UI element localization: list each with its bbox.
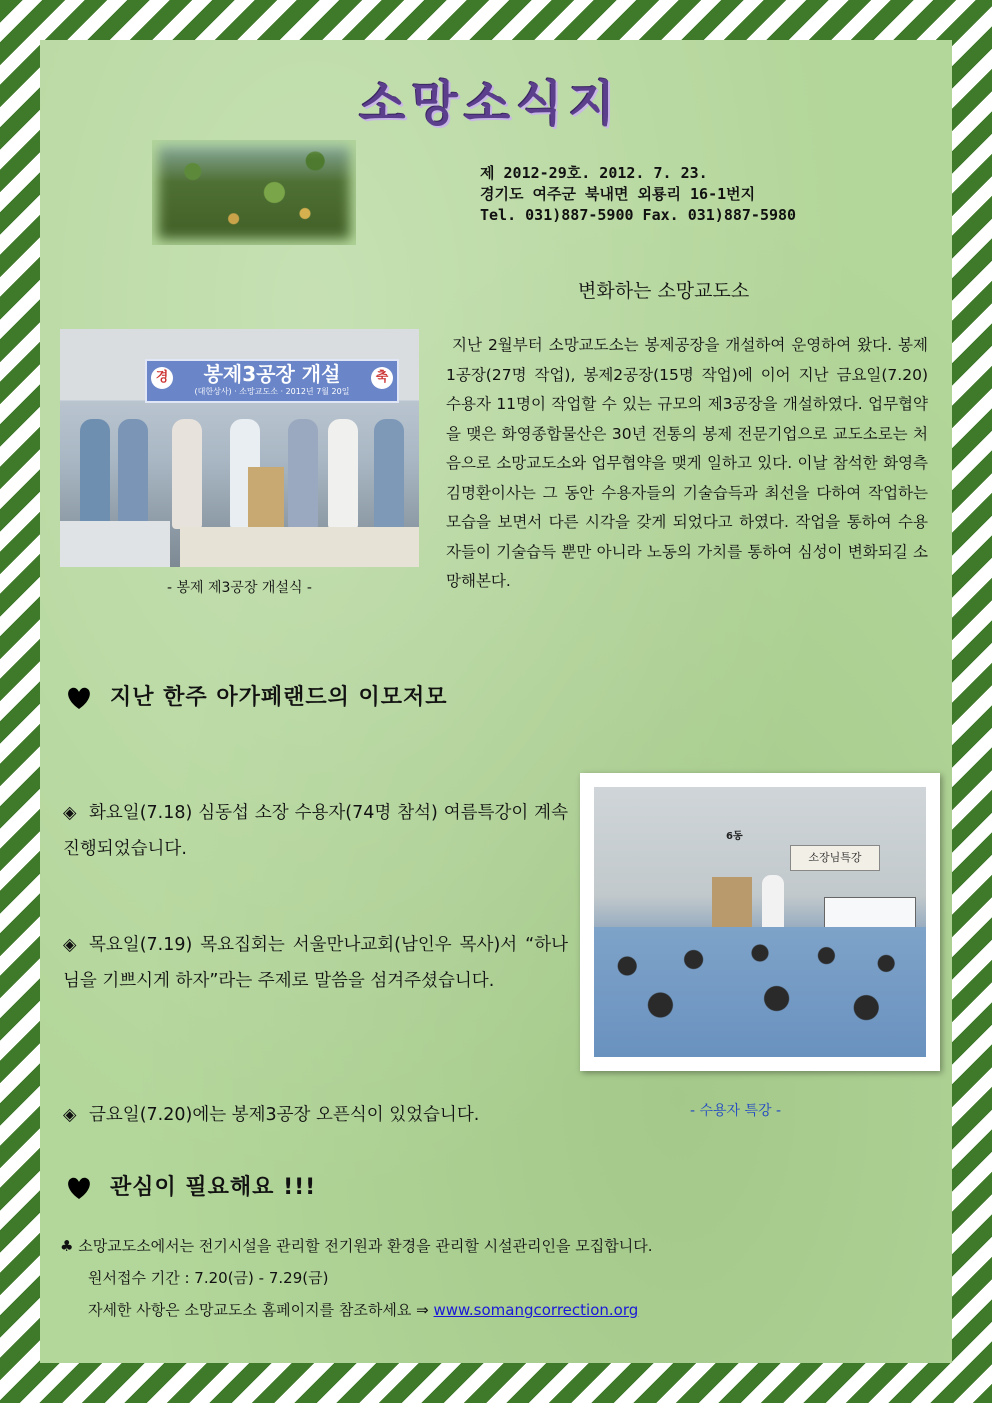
week-item	[63, 927, 568, 999]
person	[288, 419, 318, 529]
newsletter-title: 소망소식지	[359, 76, 621, 132]
banner-badge-left: 경	[151, 367, 173, 389]
week-item	[63, 1097, 568, 1133]
week-item-text: 목요일(7.19) 목요집회는 서울만나교회(남인우 목사)서 “하나님을 기쁘시게 하자”라는 주제로 말씀을 섬겨주셨습니다.	[63, 935, 568, 991]
heart-icon	[64, 682, 94, 712]
banner-text: 봉제3공장 개설	[203, 362, 341, 386]
issue-address: 경기도 여주군 북내면 외룡리 16-1번지	[480, 185, 756, 203]
issue-info	[480, 163, 796, 226]
plants-photo	[152, 140, 356, 245]
club-icon: ♣	[60, 1237, 74, 1255]
notice-line-2	[60, 1262, 653, 1294]
article-headline: 변화하는 소망교도소	[578, 280, 750, 302]
sewing-machine	[60, 521, 170, 567]
heart-icon	[64, 1172, 94, 1202]
lecture-sign: 소장님특강	[790, 845, 880, 871]
notice-text-3: 자세한 사항은 소망교도소 홈페이지를 참조하세요 ⇒	[88, 1301, 434, 1319]
diamond-bullet-icon: ◈	[63, 935, 77, 955]
lecture-photo	[580, 773, 940, 1071]
notice-section-heading: 관심이 필요해요 !!!	[110, 1175, 317, 1200]
person	[118, 419, 148, 529]
banner-subtext: (대한상사) · 소망교도소 · 2012년 7월 20일	[194, 387, 350, 396]
week-item-text: 금요일(7.20)에는 봉제3공장 오픈식이 있었습니다.	[89, 1105, 480, 1125]
person	[80, 419, 110, 529]
lecture-photo-caption: - 수용자 특강 -	[690, 1103, 782, 1119]
lecture-photo-image	[594, 787, 926, 1057]
person	[172, 419, 202, 529]
week-section-heading: 지난 한주 아가페랜드의 이모저모	[110, 685, 448, 710]
photo-banner	[145, 359, 399, 403]
notice-text-1: 소망교도소에서는 전기시설을 관리할 전기원과 환경을 관리할 시설관리인을 모집합니다.	[78, 1237, 653, 1255]
room-label: 6동	[726, 831, 743, 842]
diamond-bullet-icon: ◈	[63, 803, 77, 823]
issue-number: 제 2012-29호. 2012. 7. 23.	[480, 164, 708, 182]
week-item	[63, 795, 568, 867]
article-body: 지난 2월부터 소망교도소는 봉제공장을 개설하여 운영하여 왔다. 봉제1공장(27명 작업), 봉제2공장(15명 작업)에 이어 지난 금요일(7.20) 수용자 11명이 작업할 수 있는 규모의 제3공장을 개설하였다. 업무협약을 맺은 화영종합물산은 30년 전통의 봉제 전문기업으로 교도소로는 처음으로 소망교도소와 업무협약을 맺게 일하고 있다. 이날 참석한 화영측 김명환이사는 그 동안 수용자들의 기술습득과 최선을 다하여 작업하는 모습을 보면서 다른 시각을 갖게 되었다고 하였다. 작업을 통하여 수용자들이 기술습득 뿐만 아니라 노동의 가치를 통하여 심성이 변화되길 소망해본다.	[446, 336, 928, 590]
factory-opening-photo	[60, 329, 419, 567]
factory-photo-caption: - 봉제 제3공장 개설식 -	[166, 580, 312, 596]
week-item-text: 화요일(7.18) 심동섭 소장 수용자(74명 참석) 여름특강이 계속 진행되었습니다.	[63, 803, 568, 859]
recruitment-notice	[60, 1230, 653, 1326]
table	[180, 527, 419, 567]
issue-contact: Tel. 031)887-5900 Fax. 031)887-5980	[480, 206, 797, 224]
audience	[594, 927, 926, 1057]
diamond-bullet-icon: ◈	[63, 1105, 77, 1125]
notice-text-2: 원서접수 기간 : 7.20(금) - 7.29(금)	[88, 1269, 329, 1287]
banner-badge-right: 축	[371, 367, 393, 389]
person	[374, 419, 404, 529]
notice-line-1	[60, 1230, 653, 1262]
notice-line-3	[60, 1294, 653, 1326]
homepage-link[interactable]: www.somangcorrection.org	[433, 1301, 639, 1319]
person	[328, 419, 358, 529]
